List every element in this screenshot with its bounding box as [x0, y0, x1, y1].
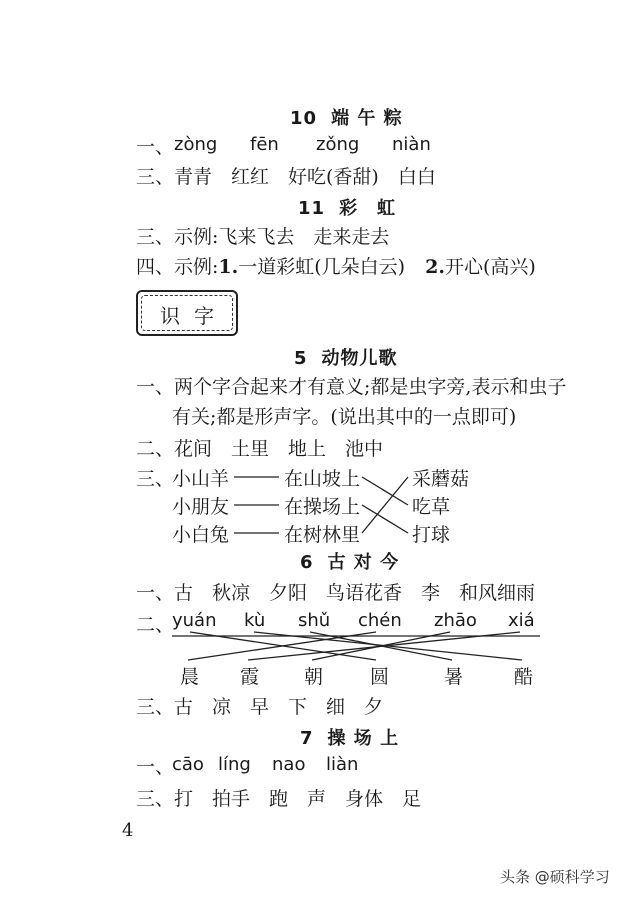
l6-q1: [136, 578, 535, 605]
pinyin-answer: zǒng: [316, 134, 360, 155]
l5-q1-line2: 有关;都是形声字。(说出其中的一点即可): [172, 406, 517, 428]
answer-text: 两个字合起来才有意义;都是虫字旁,表示和虫子: [174, 376, 567, 398]
question-label: 三、: [136, 468, 175, 490]
hanzi-item: 圆: [370, 666, 390, 688]
lesson-title: 动物儿歌: [321, 348, 398, 369]
lesson-title: 彩 虹: [339, 198, 397, 219]
answer-text: 打 拍手 跑 声 身体 足: [174, 788, 422, 810]
answer-prefix: 示例:: [174, 256, 219, 278]
pinyin-item: yuán: [172, 610, 217, 631]
pinyin-answer: líng: [218, 754, 251, 775]
answer-text: 花间 土里 地上 池中: [174, 438, 384, 460]
pinyin-answer: liàn: [326, 754, 359, 775]
match-line: [362, 477, 408, 533]
hanzi-item: 酷: [514, 666, 534, 688]
l7-q1: [136, 752, 536, 780]
pinyin-item: shǔ: [298, 610, 331, 631]
lesson-7-heading: [300, 724, 399, 750]
question-label: 三、: [136, 788, 175, 810]
answer-text: 开心(高兴): [444, 256, 536, 278]
lesson-6-heading: [300, 548, 399, 574]
question-label: 四、: [136, 256, 175, 278]
match-line: [248, 632, 520, 660]
answer-text: 一道彩虹(几朵白云): [238, 256, 406, 278]
pinyin-answer: zòng: [174, 134, 218, 155]
match-line: [188, 632, 376, 660]
section-badge: [136, 290, 238, 336]
pinyin-answer: nao: [272, 754, 306, 775]
match-line: [362, 477, 408, 505]
lesson-number: 7: [300, 728, 314, 749]
question-label: 一、: [136, 376, 175, 398]
match-middle-item: 在山坡上: [284, 468, 361, 490]
pinyin-item: zhāo: [434, 610, 477, 631]
match-line: [190, 632, 376, 660]
pinyin-answer: niàn: [392, 134, 431, 155]
answer-text: 古 秋凉 夕阳 鸟语花香 李 和风细雨: [174, 582, 536, 604]
question-label: 一、: [136, 582, 175, 604]
question-label: 三、: [136, 696, 175, 718]
pinyin-answer: fēn: [250, 134, 279, 155]
answer-text: 示例:飞来飞去 走来走去: [174, 226, 390, 248]
watermark: 头条 @硕科学习: [500, 868, 610, 886]
l5-q2: [136, 434, 383, 461]
l6-q3: [136, 692, 383, 719]
l10-q1: [136, 132, 556, 160]
lesson-number: 6: [300, 552, 314, 573]
hanzi-item: 朝: [304, 666, 324, 688]
section-label: 识字: [160, 304, 228, 328]
hanzi-item: 霞: [240, 666, 260, 688]
hanzi-item: 暑: [444, 666, 464, 688]
question-label: 二、: [136, 438, 175, 460]
l11-q3: [136, 222, 389, 249]
l7-q3: [136, 784, 421, 811]
answer-text: 古 凉 早 下 细 夕: [174, 696, 384, 718]
answer-text: 青青 红红 好吃(香甜) 白白: [174, 166, 436, 188]
question-label: 一、: [136, 756, 175, 778]
match-middle-item: 在树林里: [284, 524, 361, 546]
pinyin-item: kù: [244, 610, 266, 631]
lesson-number: 11: [298, 198, 326, 219]
lesson-11-heading: [298, 194, 396, 220]
match-left-item: 小山羊: [172, 468, 230, 490]
match-line: [362, 505, 408, 533]
match-left-item: 小白兔: [172, 524, 230, 546]
pinyin-item: xiá: [508, 610, 535, 631]
question-label: 二、: [136, 614, 175, 636]
lesson-number: 5: [294, 348, 308, 369]
hanzi-item: 晨: [180, 666, 200, 688]
match-right-item: 打球: [412, 524, 451, 546]
lesson-number: 10: [290, 108, 318, 129]
lesson-title: 操 场 上: [327, 728, 400, 749]
match-line: [310, 632, 452, 660]
match-line: [254, 632, 522, 660]
l11-q4: [136, 252, 536, 279]
l5-q1-line1: [136, 372, 566, 399]
lesson-5-heading: [294, 344, 398, 370]
match-line: [312, 632, 450, 660]
l10-q3: [136, 162, 436, 189]
match-left-item: 小朋友: [172, 496, 230, 518]
pinyin-item: chén: [358, 610, 402, 631]
lesson-title: 古 对 今: [327, 552, 400, 573]
question-label: 三、: [136, 166, 175, 188]
item-number: 2.: [425, 256, 445, 278]
match-right-item: 吃草: [412, 496, 451, 518]
question-label: 一、: [136, 136, 175, 158]
question-label: 三、: [136, 226, 175, 248]
match-right-item: 采蘑菇: [412, 468, 470, 490]
lesson-title: 端 午 粽: [331, 108, 403, 129]
pinyin-answer: cāo: [172, 754, 204, 775]
page-number: 4: [122, 820, 134, 841]
lesson-10-heading: [290, 104, 403, 130]
item-number: 1.: [218, 256, 239, 278]
match-middle-item: 在操场上: [284, 496, 361, 518]
